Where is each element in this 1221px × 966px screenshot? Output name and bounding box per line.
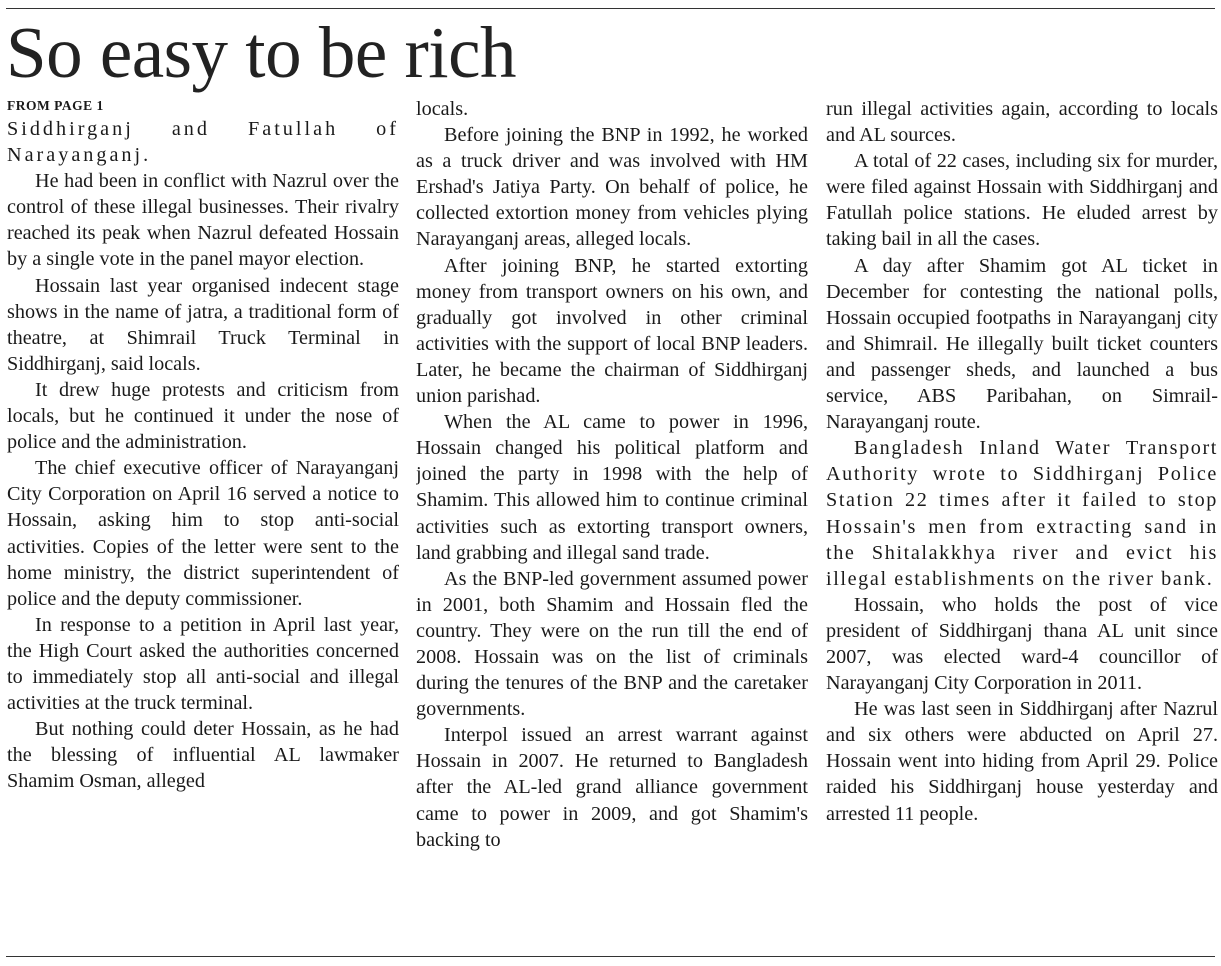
paragraph: Siddhirganj and Fatullah of Narayanganj. bbox=[7, 118, 399, 167]
paragraph: Before joining the BNP in 1992, he worked as a truck driver and was involved with HM Ershad's Jatiya Party. On behalf of police, he collected extortion money from vehicles plying Narayanganj areas, alleged locals. bbox=[416, 124, 808, 251]
paragraph: Interpol issued an arrest warrant against Hossain in 2007. He returned to Bangladesh after the AL-led grand alliance government came to power in 2009, and got Shamim's backing to bbox=[416, 724, 808, 851]
paragraph: locals. bbox=[416, 98, 469, 120]
paragraph: But nothing could deter Hossain, as he had the blessing of influential AL lawmaker Shamim Osman, alleged bbox=[7, 718, 399, 793]
paragraph: Bangladesh Inland Water Transport Authority wrote to Siddhirganj Police Station 22 times after it failed to stop Hossain's men from extracting sand in the Shitalakkhya river and evict his illegal establishments on the river bank. bbox=[826, 437, 1218, 590]
paragraph: run illegal activities again, according to locals and AL sources. bbox=[826, 98, 1218, 147]
paragraph: He was last seen in Siddhirganj after Nazrul and six others were abducted on April 27. Hossain went into hiding from April 29. Police raided his Siddhirganj house yesterday and arrested 11 people. bbox=[826, 698, 1218, 825]
paragraph: In response to a petition in April last year, the High Court asked the authorities concerned to immediately stop all anti-social and illegal activities at the truck terminal. bbox=[7, 613, 399, 715]
headline: So easy to be rich bbox=[6, 12, 516, 93]
article-column-1 bbox=[7, 96, 399, 954]
bottom-rule bbox=[6, 956, 1215, 957]
paragraph: A day after Shamim got AL ticket in December for contesting the national polls, Hossain occupied footpaths in Narayanganj city and Shimrail. He illegally built ticket counters and passenger sheds, and launched a bus service, ABS Paribahan, on Simrail-Narayanganj route. bbox=[826, 254, 1218, 434]
paragraph: Hossain, who holds the post of vice president of Siddhirganj thana AL unit since 2007, was elected ward-4 councillor of Narayanganj City Corporation in 2011. bbox=[826, 593, 1218, 695]
article-column-3 bbox=[826, 96, 1218, 954]
paragraph: Hossain last year organised indecent stage shows in the name of jatra, a traditional form of theatre, at Shimrail Truck Terminal in Siddhirganj, said locals. bbox=[7, 274, 399, 375]
article-column-2 bbox=[416, 96, 808, 954]
paragraph: The chief executive officer of Narayanganj City Corporation on April 16 served a notice to Hossain, asking him to stop anti-social activities. Copies of the letter were sent to the home ministry, the district superintendent of police and the deputy commissioner. bbox=[7, 457, 399, 610]
paragraph: As the BNP-led government assumed power in 2001, both Shamim and Hossain fled the country. They were on the run till the end of 2008. Hossain was on the list of criminals during the tenures of the BNP and the caretaker governments. bbox=[416, 567, 808, 721]
paragraph: A total of 22 cases, including six for murder, were filed against Hossain with Siddhirganj and Fatullah police stations. He eluded arrest by taking bail in all the cases. bbox=[826, 150, 1218, 251]
paragraph: He had been in conflict with Nazrul over the control of these illegal businesses. Their rivalry reached its peak when Nazrul defeated Hossain by a single vote in the panel mayor election. bbox=[7, 170, 399, 271]
paragraph: After joining BNP, he started extorting money from transport owners on his own, and gradually got involved in other criminal activities with the support of local BNP leaders. Later, he became the chairman of Siddhirganj union parishad. bbox=[416, 254, 808, 408]
paragraph: When the AL came to power in 1996, Hossain changed his political platform and joined the party in 1998 with the help of Shamim. This allowed him to continue criminal activities such as extorting transport owners, land grabbing and illegal sand trade. bbox=[416, 411, 808, 564]
kicker: FROM PAGE 1 bbox=[7, 98, 104, 113]
paragraph: It drew huge protests and criticism from locals, but he continued it under the nose of police and the administration. bbox=[7, 378, 399, 454]
